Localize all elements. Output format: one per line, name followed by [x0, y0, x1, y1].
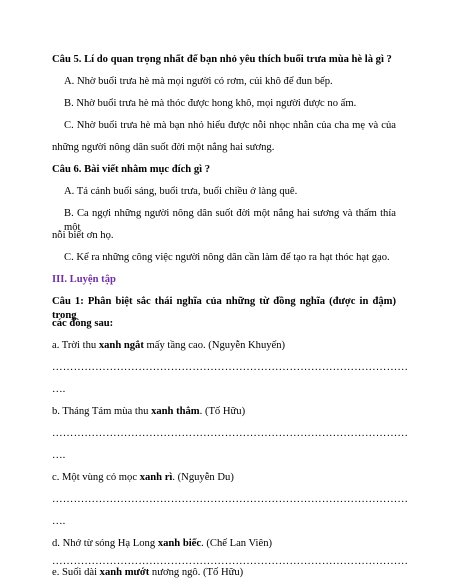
- item-a-post: mấy tầng cao. (Nguyễn Khuyến): [143, 340, 286, 351]
- q5-option-b: B. Nhờ buổi trưa hè mà thóc được hong khô, mọi người được no ấm.: [64, 98, 357, 109]
- q5-option-c-line1: C. Nhờ buổi trưa hè mà bạn nhỏ hiểu được nỗi nhọc nhằn của cha mẹ và của: [64, 120, 396, 131]
- item-e-pre: e. Suối dài: [52, 567, 100, 578]
- answer-line-b-end: ….: [52, 450, 66, 461]
- item-b: [52, 405, 245, 419]
- q6-option-c: C. Kể ra những công việc người nông dân cần làm để tạo ra hạt thóc hạt gạo.: [64, 252, 390, 263]
- q5-title: Câu 5. Lí do quan trọng nhất để bạn nhỏ yêu thích buổi trưa mùa hè là gì ?: [52, 54, 392, 65]
- item-e: [52, 566, 243, 580]
- item-d-pre: d. Nhớ từ sóng Hạ Long: [52, 538, 158, 549]
- item-a: [52, 339, 285, 353]
- item-e-post: nương ngô. (Tố Hữu): [149, 567, 244, 578]
- q6-option-b-line2: nỗi biết ơn họ.: [52, 230, 114, 241]
- q5-option-a: A. Nhờ buổi trưa hè mà mọi người có rơm, củi khô để đun bếp.: [64, 76, 333, 87]
- item-c-pre: c. Một vùng cỏ mọc: [52, 472, 140, 483]
- exercise1-title-line1: Câu 1: Phân biệt sắc thái nghĩa của những từ đồng nghĩa (được in đậm) trong: [52, 296, 396, 321]
- answer-line-b[interactable]: ………………………………………………………………………………………: [52, 428, 409, 439]
- item-c: [52, 471, 234, 485]
- answer-line-a[interactable]: ………………………………………………………………………………………: [52, 362, 409, 373]
- item-d-post: . (Chế Lan Viên): [201, 538, 273, 549]
- answer-line-c[interactable]: ………………………………………………………………………………………: [52, 494, 409, 505]
- item-d-bold: xanh biếc: [157, 538, 202, 549]
- item-e-bold: xanh mướt: [99, 567, 150, 578]
- answer-line-a-end: ….: [52, 384, 66, 395]
- item-b-bold: xanh thẳm: [151, 406, 200, 417]
- item-a-bold: xanh ngắt: [98, 340, 144, 351]
- section-heading: III. Luyện tập: [52, 274, 116, 285]
- exercise1-title-line2: các dòng sau:: [52, 318, 114, 329]
- item-a-pre: a. Trời thu: [52, 340, 99, 351]
- q6-option-b-line1: B. Ca ngợi những người nông dân suốt đời một nắng hai sương và thấm thía một: [64, 208, 396, 233]
- q6-option-a: A. Tả cảnh buổi sáng, buổi trưa, buổi chiều ở làng quê.: [64, 186, 298, 197]
- item-b-post: . (Tố Hữu): [199, 406, 246, 417]
- q6-title: Câu 6. Bài viết nhằm mục đích gì ?: [52, 164, 211, 175]
- item-c-post: . (Nguyễn Du): [172, 472, 234, 483]
- item-d: [52, 537, 272, 551]
- item-b-pre: b. Tháng Tám mùa thu: [52, 406, 152, 417]
- answer-line-c-end: ….: [52, 516, 66, 527]
- q5-option-c-line2: những người nông dân suốt đời một nắng hai sương.: [52, 142, 275, 153]
- answer-line-d[interactable]: ………………………………………………………………………………………: [52, 556, 409, 567]
- item-c-bold: xanh rì: [139, 472, 173, 483]
